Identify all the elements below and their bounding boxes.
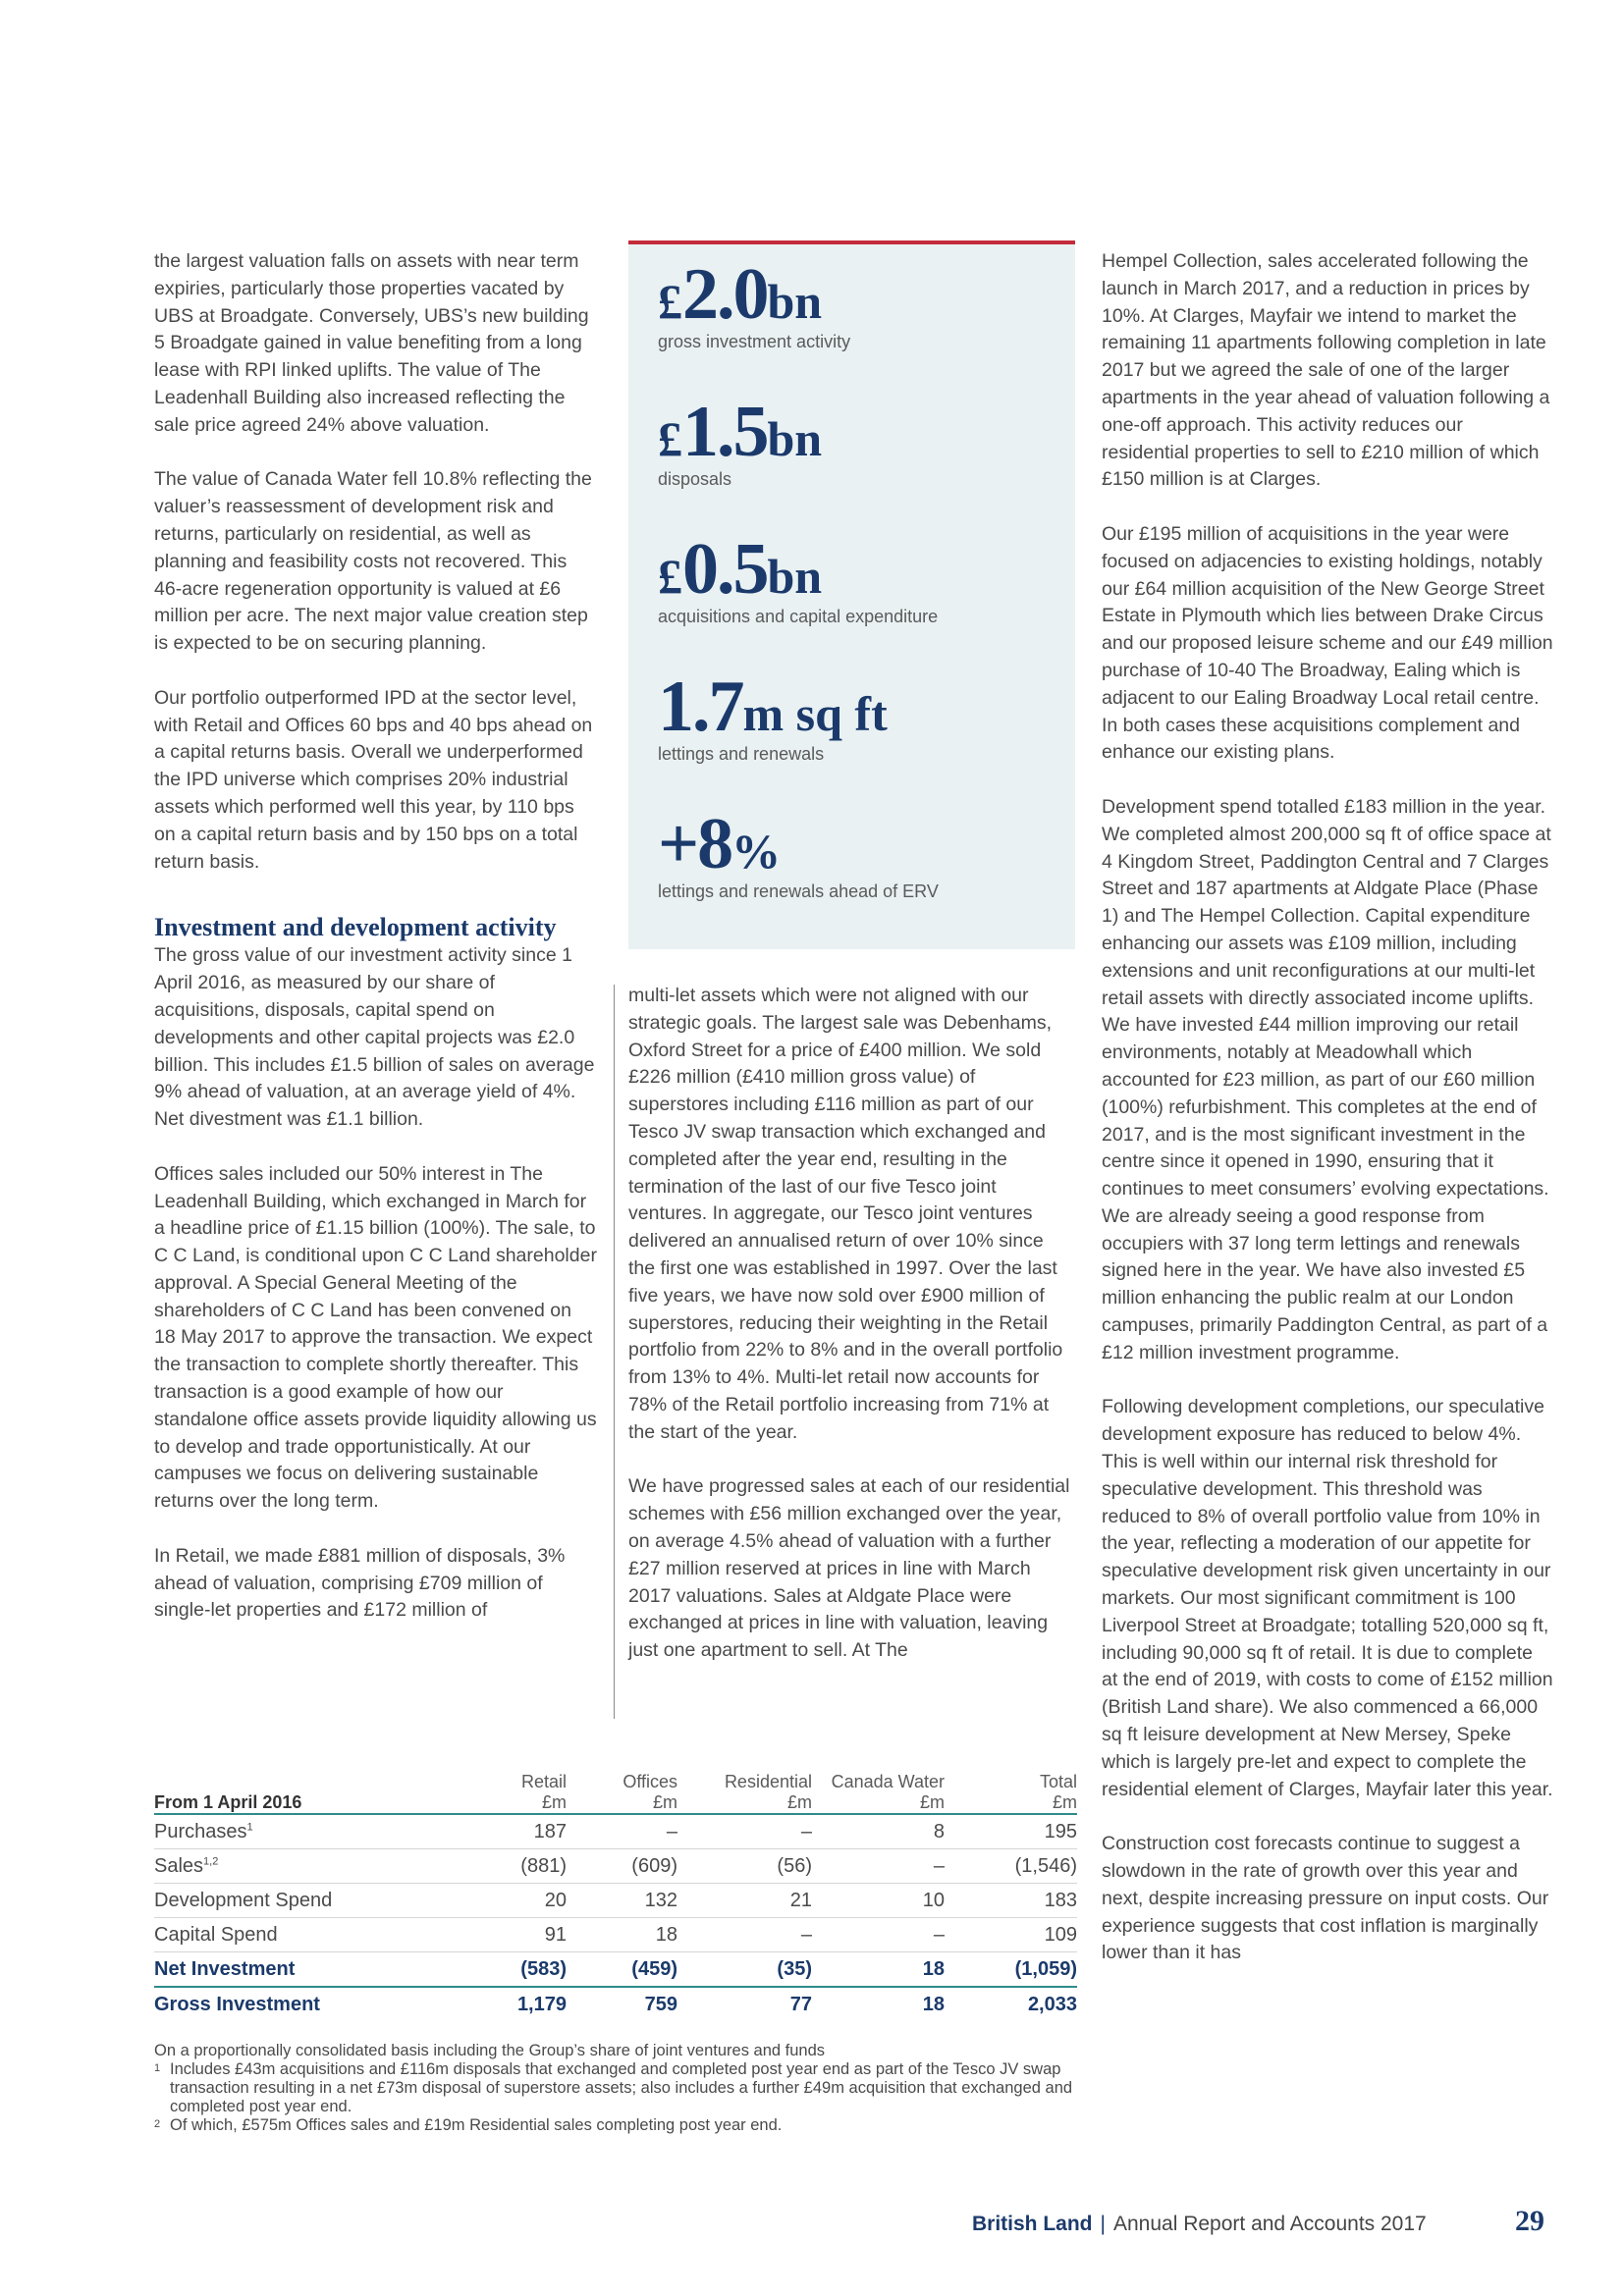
row-label: Sales$^{1,2}$ (154, 1849, 429, 1884)
kpi-label: disposals (658, 469, 732, 489)
table-cell: – (677, 1814, 812, 1849)
paragraph: Development spend totalled £183 million in the year. We completed almost 200,000 sq ft of office space at 4 Kingdom Street, Paddington Central and 7 Clarges Street and 187 apartments at Aldgate Place (Phase 1) and The Hempel Collection. Capital expenditure enhancing our assets was £109 million, including extensions and unit reconfigurations at our multi-let retail assets with directly associated income uplifts. We have invested £44 million improving our retail environments, notably at Meadowhall which accounted for £23 million, as part of our £60 million (100%) refurbishment. This completes at the end of 2017, and is the most significant investment in the centre since it opened in 1990, ensuring that it continues to meet consumers’ evolving expectations. We are already seeing a good response from occupiers with 37 long term lettings and renewals signed here in the year. We have also invested £5 million enhancing the public realm at our London campuses, primarily Paddington Central, as part of a £12 million investment programme. (1102, 795, 1551, 1363)
column-divider (614, 985, 615, 1719)
kpi-ahead-of-erv (658, 804, 939, 902)
kpi-lettings-renewals (658, 667, 888, 765)
column-header: Retail £m (520, 1772, 567, 1812)
kpi-label: acquisitions and capital expenditure (658, 607, 939, 626)
paragraph: the largest valuation falls on assets with near term expiries, particularly those properties vacated by UBS at Broadgate. Conversely, UBS’s new building 5 Broadgate gained in value benefiting from a long lease with RPI linked uplifts. The value of The Leadenhall Building also increased reflecting the sale price agreed 24% above valuation. (154, 250, 589, 436)
paragraph: Following development completions, our speculative development exposure has reduced to below 4%. This is well within our internal risk threshold for speculative development. This threshold was reduced to 8% of overall portfolio value from 10% in the year, reflecting a moderation of our appetite for speculative development risk given uncertainty in our markets. Our most significant commitment is 100 Liverpool Street at Broadgate; totalling 520,000 sq ft, including 90,000 sq ft of retail. It is due to complete at the end of 2019, with costs to come of £152 million (British Land share). We also commenced a 66,000 sq ft leisure development at New Mersey, Speke which is largely pre-let and expect to complete the residential element of Clarges, Mayfair later this year. (1102, 1396, 1553, 1800)
row-label: Capital Spend (154, 1918, 429, 1952)
table-cell: 183 (945, 1884, 1077, 1918)
column-1 (154, 248, 598, 1652)
paragraph: In Retail, we made £881 million of disposals, 3% ahead of valuation, comprising £709 million of single-let properties and £172 million of (154, 1544, 566, 1622)
table-cell: – (812, 1849, 945, 1884)
page-footer (972, 2213, 1427, 2236)
table-cell: 187 (429, 1814, 567, 1849)
table-cell: (881) (429, 1849, 567, 1884)
table-cell: (35) (677, 1952, 812, 1988)
table-cell: (583) (429, 1952, 567, 1988)
kpi-disposals (658, 392, 823, 490)
table-cell: 759 (644, 1993, 677, 2015)
paragraph: Our portfolio outperformed IPD at the sector level, with Retail and Offices 60 bps and 40 bps ahead on a capital returns basis. Overall we underperformed the IPD universe which comprises 20% industrial assets which performed well this year, by 110 bps on a capital return basis and by 150 bps on a total return basis. (154, 686, 593, 873)
column-header: Residential £m (724, 1772, 812, 1812)
paragraph: We have progressed sales at each of our residential schemes with £56 million exchanged over the year, on average 4.5% ahead of valuation with a further £27 million reserved at prices in line with March 2017 valuations. Sales at Aldgate Place were exchanged at prices in line with valuation, leaving just one apartment to sell. At The (628, 1475, 1070, 1662)
table-header-row (154, 1772, 1077, 1814)
paragraph: Our £195 million of acquisitions in the year were focused on adjacencies to existing holdings, notably our £64 million acquisition of the New George Street Estate in Plymouth which lies between Drake Circus and our proposed leisure scheme and our £49 million purchase of 10-40 The Broadway, Ealing which is adjacent to our Ealing Broadway Local retail centre. In both cases these acquisitions complement and enhance our existing plans. (1102, 522, 1553, 764)
column-header: Canada Water £m (831, 1772, 945, 1812)
table-cell: 2,033 (1027, 1993, 1077, 2015)
kpi-value: +8% (658, 804, 782, 884)
kpi-label: lettings and renewals ahead of ERV (658, 881, 939, 901)
row-label: Gross Investment (154, 1993, 320, 2015)
row-label: Net Investment (154, 1952, 429, 1988)
kpi-value: £2.0bn (658, 254, 823, 335)
table-cell: 195 (945, 1814, 1077, 1849)
table-cell: 10 (812, 1884, 945, 1918)
table-header-label: From 1 April 2016 (154, 1792, 302, 1812)
table-row-net-investment (154, 1952, 1077, 1988)
row-label: Purchases$^1$ (154, 1814, 429, 1849)
row-label: Development Spend (154, 1884, 429, 1918)
kpi-acquisitions-capex (658, 529, 939, 627)
section-heading: Investment and development activity (154, 913, 557, 942)
table-cell: 109 (945, 1918, 1077, 1952)
table-cell: 18 (812, 1952, 945, 1988)
table-row (154, 1884, 1077, 1918)
kpi-gross-investment (658, 254, 851, 352)
table-cell: – (567, 1814, 677, 1849)
kpi-highlight-box (628, 240, 1075, 949)
page-number: 29 (1515, 2205, 1544, 2237)
table-cell: 77 (789, 1993, 812, 2015)
column-3 (1102, 248, 1553, 1995)
paragraph: Offices sales included our 50% interest in The Leadenhall Building, which exchanged in March for a headline price of £1.15 billion (100%). The sale, to C C Land, is conditional upon C C Land shareholder approval. A Special General Meeting of the shareholders of C C Land has been convened on 18 May 2017 to approve the transaction. We expect the transaction to complete shortly thereafter. This transaction is a good example of how our standalone office assets provide liquidity allowing us to develop and trade opportunistically. At our campuses we focus on delivering sustainable returns over the long term. (154, 1162, 597, 1513)
table-cell: 20 (429, 1884, 567, 1918)
table-cell: 8 (812, 1814, 945, 1849)
table-cell: 132 (567, 1884, 677, 1918)
table-row (154, 1849, 1077, 1884)
kpi-value: £1.5bn (658, 392, 823, 472)
table-cell: (459) (567, 1952, 677, 1988)
table-cell: (1,546) (945, 1849, 1077, 1884)
table-row (154, 1918, 1077, 1952)
paragraph: The value of Canada Water fell 10.8% reflecting the valuer’s reassessment of development risk and returns, particularly on residential, as well as planning and feasibility costs not recovered. This 46-acre regeneration opportunity is valued at £6 million per acre. The next major value creation step is expected to be on securing planning. (154, 468, 592, 655)
footnote-intro: On a proportionally consolidated basis including the Group’s share of joint ventures and funds (154, 2042, 826, 2059)
table-row-gross-investment (154, 1987, 1077, 2021)
investment-activity-table (154, 1772, 1077, 2021)
footer-brand: British Land (972, 2213, 1093, 2235)
table-cell: – (677, 1918, 812, 1952)
table-cell: (1,059) (945, 1952, 1077, 1988)
kpi-label: lettings and renewals (658, 744, 825, 764)
paragraph: Hempel Collection, sales accelerated following the launch in March 2017, and a reduction in prices by 10%. At Clarges, Mayfair we intend to market the remaining 11 apartments following completion in late 2017 but we agreed the sale of one of the larger apartments in the year ahead of valuation following a one-off approach. This activity reduces our residential properties to sell to £210 million of which £150 million is at Clarges. (1102, 250, 1550, 491)
table-cell: – (812, 1918, 945, 1952)
table-footnotes (154, 2042, 1087, 2135)
kpi-label: gross investment activity (658, 332, 851, 351)
paragraph: multi-let assets which were not aligned with our strategic goals. The largest sale was Debenhams, Oxford Street for a price of £400 million. We sold £226 million (£410 million gross value) of superstores including £116 million as part of our Tesco JV swap transaction which exchanged and completed after the year end, resulting in the termination of the last of our five Tesco joint ventures. In aggregate, our Tesco joint ventures delivered an annualised return of over 10% since the first one was established in 1997. Over the last five years, we have now sold over £900 million of superstores, reducing their weighting in the Retail portfolio from 22% to 8% and in the overall portfolio from 13% to 4%. Multi-let retail now accounts for 78% of the Retail portfolio increasing from 71% at the start of the year. (628, 985, 1063, 1443)
table-cell: 18 (922, 1993, 945, 2015)
table-cell: 21 (677, 1884, 812, 1918)
table-cell: (56) (677, 1849, 812, 1884)
footer-separator: | (1100, 2213, 1106, 2235)
table-cell: 1,179 (516, 1993, 567, 2015)
column-2 (628, 983, 1072, 1692)
footnote: 1 Includes £43m acquisitions and £116m disposals that exchanged and completed post year end as part of the Tesco JV swap transaction resulting in a net £73m disposal of superstore assets; also includes a further £49m acquisition that exchanged and completed post year end. (154, 2060, 1073, 2115)
column-header: Offices £m (623, 1772, 677, 1812)
kpi-value: 1.7m sq ft (658, 667, 888, 747)
paragraph: Construction cost forecasts continue to suggest a slowdown in the rate of growth over this year and next, despite increasing pressure on input costs. Our experience suggests that cost inflation is marginally lower than it has (1102, 1833, 1549, 1964)
paragraph: The gross value of our investment activity since 1 April 2016, as measured by our share of acquisitions, disposals, capital spend on developments and other capital projects was £2.0 billion. This includes £1.5 billion of sales on average 9% ahead of valuation, at an average yield of 4%. Net divestment was £1.1 billion. (154, 944, 595, 1131)
kpi-value: £0.5bn (658, 529, 823, 610)
table-cell: 91 (429, 1918, 567, 1952)
table-cell: 18 (567, 1918, 677, 1952)
table-cell: (609) (567, 1849, 677, 1884)
table-row (154, 1814, 1077, 1849)
footer-report-title: Annual Report and Accounts 2017 (1112, 2213, 1427, 2235)
column-header: Total £m (1039, 1772, 1077, 1812)
footnote: 2 Of which, £575m Offices sales and £19m Residential sales completing post year end. (154, 2116, 783, 2134)
